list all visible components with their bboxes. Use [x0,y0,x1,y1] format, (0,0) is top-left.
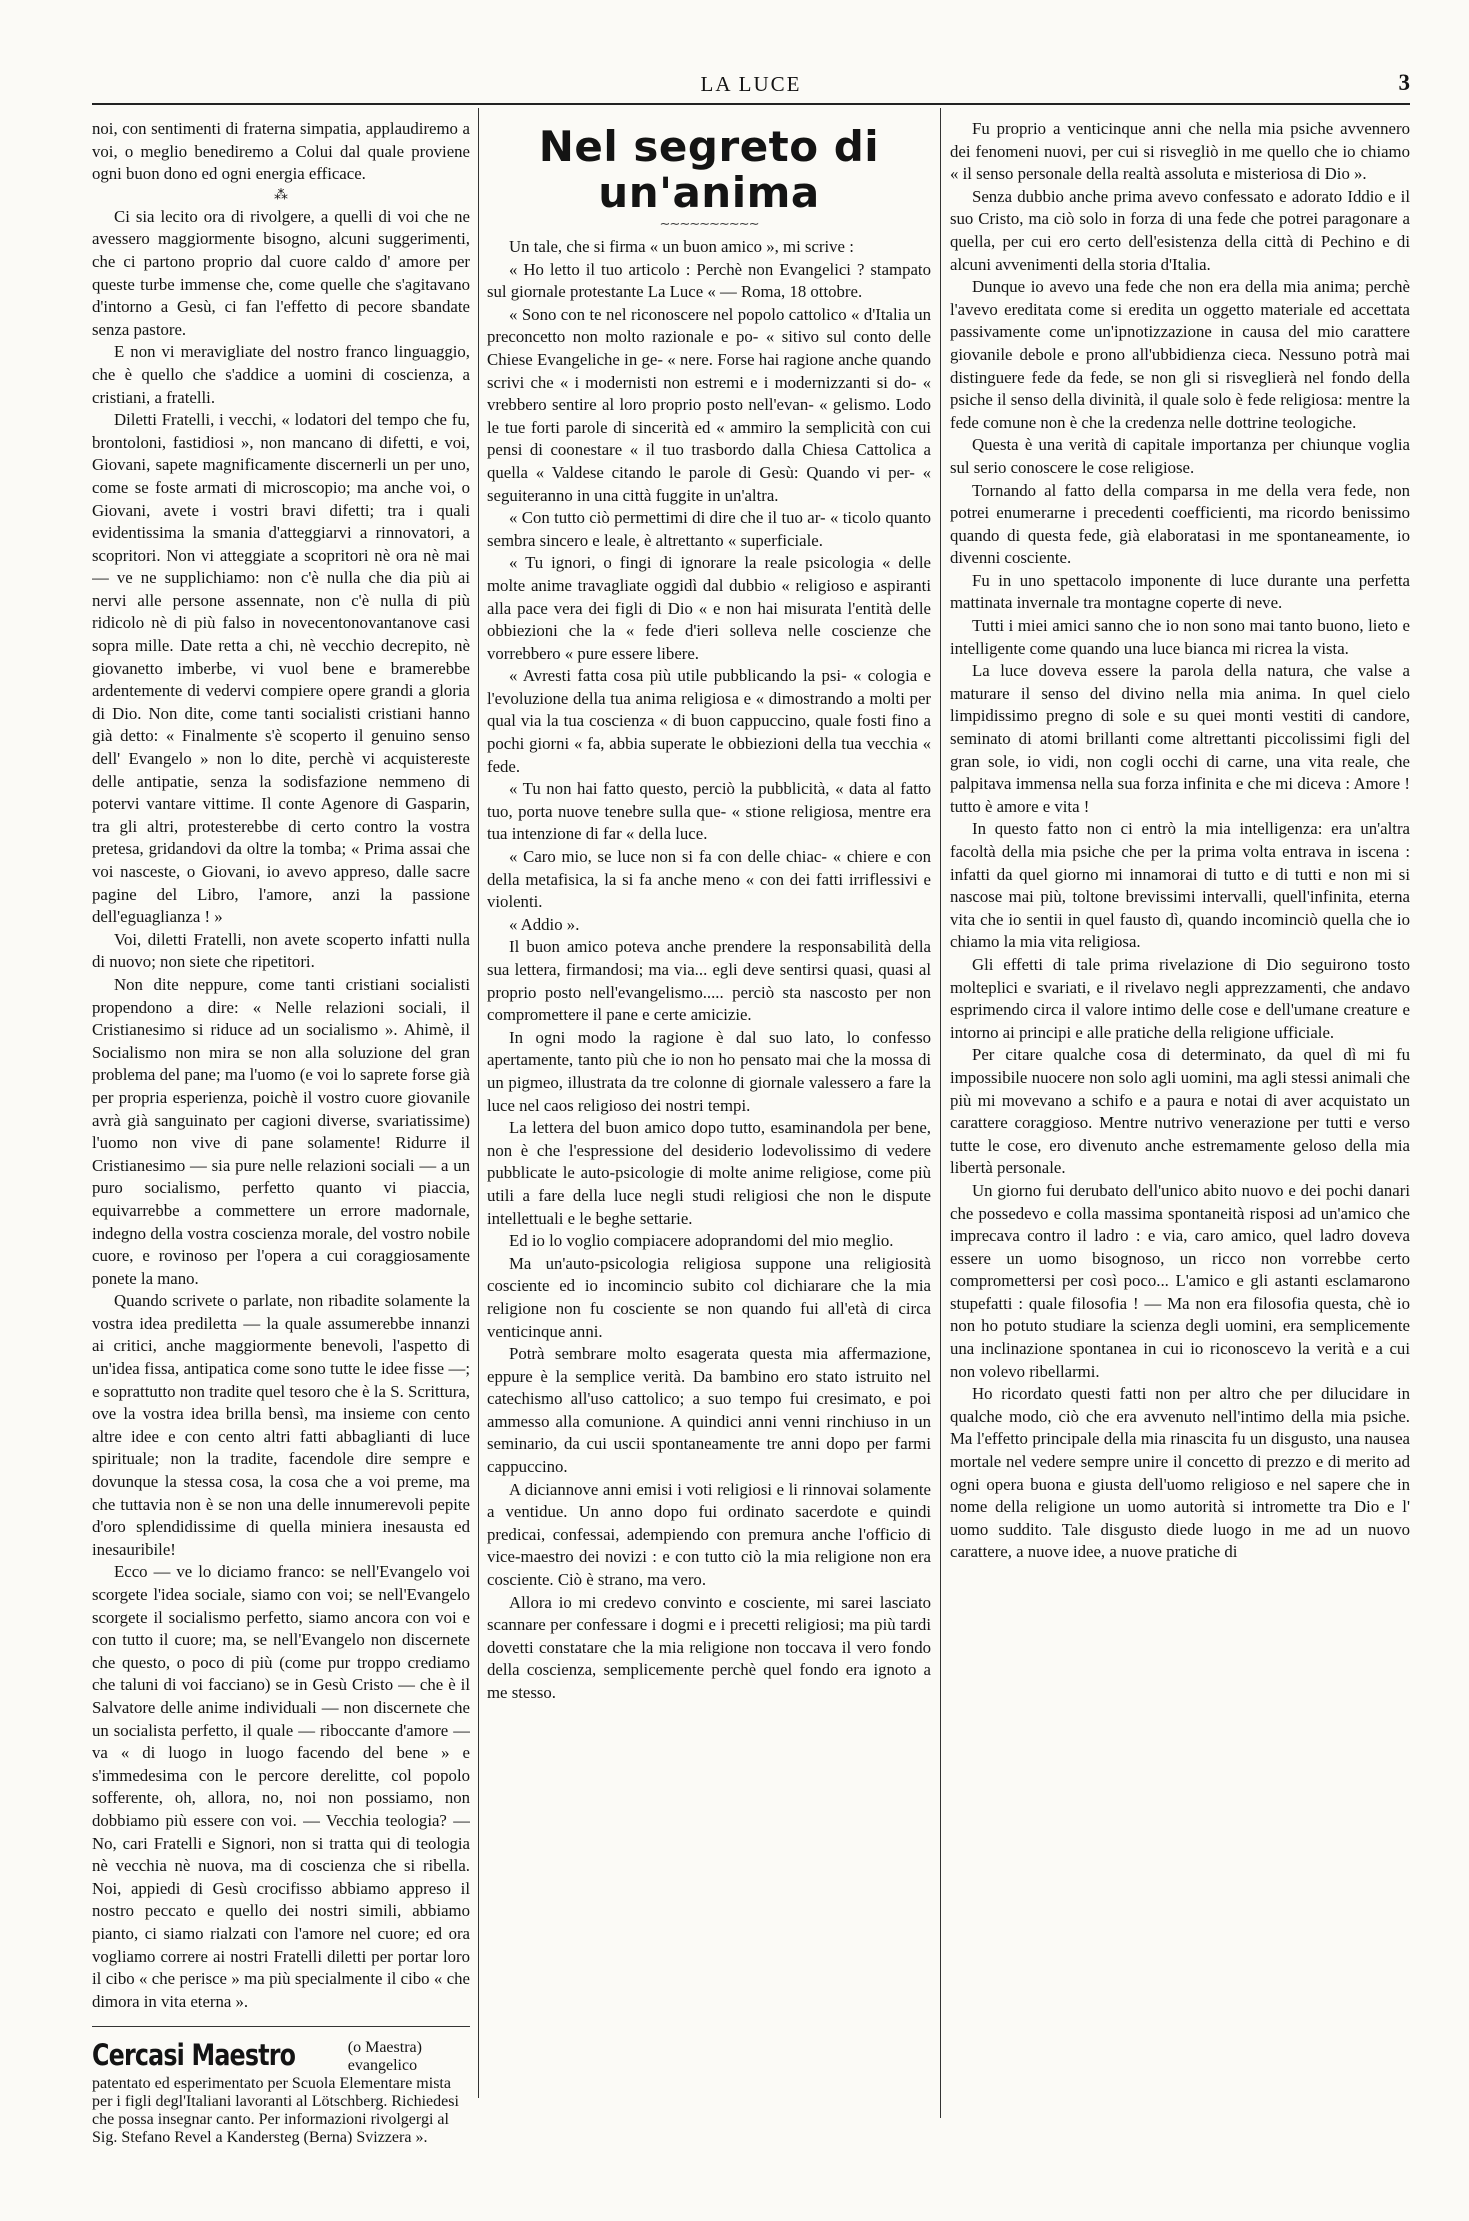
paragraph: Dunque io avevo una fede che non era della mia anima; perchè l'avevo ereditata come si eredita un oggetto materiale ed accettata passivamente come un'ipnotizzazione in causa del mio carattere giovanile debole e prono all'ubbidienza cieca. Nessuno potrà mai distinguere fede da fede, se non gli si risveglierà nel fondo della psiche il senso della divinità, il quale solo è fede religiosa: mentre la fede comune non è che la credenza nelle dottrine teologiche. [950,277,1410,432]
paragraph: Gli effetti di tale prima rivelazione di Dio seguirono tosto molteplici e svariati, e il rivelavo negli apprezzamenti, che andavo esprimendo circa il valore intimo delle cose e dell'umane creature e intorno ai principi e alle pratiche della religione ufficiale. [950,954,1410,1042]
paragraph: Questa è una verità di capitale importanza per chiunque voglia sul serio conoscere le cose religiose. [950,435,1410,477]
paragraph: E non vi meravigliate del nostro franco linguaggio, che è quello che s'addice a uomini di coscienza, a cristiani, a fratelli. [92,342,470,407]
ad-headline: Cercasi Maestro [92,2038,296,2072]
paragraph: « Con tutto ciò permettimi di dire che il tuo ar- « ticolo quanto sembra sincero e leale, è altrettanto « superficiale. [487,508,931,550]
paragraph: Ma un'auto-psicologia religiosa suppone una religiosità cosciente ed io incomincio subito col dichiarare che la mia religione non fu cosciente se non quando fui all'età di circa venticinque anni. [487,1253,931,1341]
paragraph: Un tale, che si firma « un buon amico », mi scrive : [509,237,854,256]
article-title: Nel segreto di un'anima [538,122,880,217]
section-asterism: ⁂ [274,187,288,203]
paragraph: Ed io lo voglio compiacere adoprandomi del mio meglio. [509,1231,894,1251]
page-header [92,72,1410,102]
header-rule [92,103,1410,105]
paragraph: Quando scrivete o parlate, non ribadite solamente la vostra idea prediletta — la quale assumerebbe innanzi ai critici, anche maggiormente benevoli, l'aspetto di un'idea fissa, antipatica come sono tutte le idee fisse —; e soprattutto non tradite quel tesoro che è la S. Scrittura, ove la vostra idea brilla bensì, ma insieme con cento altre idee e con cento altri fatti abbaglianti di luce spirituale; non la tradite, facendole dire sempre e dovunque la stessa cosa, la cosa che a voi preme, ma che tuttavia non è se non una delle innumerevoli pepite d'oro splendidissime di quella miniera inesausta ed inesauribile! [92,1291,470,1559]
classified-ad [92,2026,470,2147]
column-2 [487,118,931,2198]
paragraph: « Avresti fatta cosa più utile pubblicando la psi- « cologia e l'evoluzione della tua anima religiosa e « dimostrando a molti per qual via la tua coscienza « di buon cappuccino, quale fosti fino a pochi giorni « fa, abbia superate le obbiezioni della tua vecchia « fede. [487,666,931,776]
newspaper-title: LA LUCE [700,72,802,96]
paragraph: « Ho letto il tuo articolo : Perchè non Evangelici ? stampato sul giornale protestante La Luce « — Roma, 18 ottobre. [487,259,931,302]
page-number: 3 [1398,70,1410,95]
paragraph: noi, con sentimenti di fraterna simpatia, applaudiremo a voi, o meglio benediremo a Colui dal quale proviene ogni buon dono ed ogni energia efficace. [92,119,470,184]
paragraph: Fu proprio a venticinque anni che nella mia psiche avvennero dei fenomeni nuovi, per cui si risvegliò in me quello che io chiamo « il senso personale della realtà assoluta e misteriosa di Dio ». [950,119,1410,184]
paragraph: Per citare qualche cosa di determinato, da quel dì mi fu impossibile nuocere non solo agli uomini, ma agli stessi animali che più mi movevano a schifo e a paura e notai di aver acquistato un carattere coraggioso. Mentre nutrivo venerazione per tutti e verso tutte le cose, ero divenuto anche estremamente geloso della mia libertà personale. [950,1045,1410,1178]
paragraph: La lettera del buon amico dopo tutto, esaminandola per bene, non è che l'espressione del desiderio lodevolissimo di vedere pubblicate le auto-psicologie di molte anime religiose, come più utili a fare della luce negli studi religiosi che non le dispute intellettuali e le beghe settarie. [487,1118,931,1228]
paragraph: Fu in uno spettacolo imponente di luce durante una perfetta mattinata invernale tra montagne coperte di neve. [950,570,1410,613]
paragraph: Ecco — ve lo diciamo franco: se nell'Evangelo voi scorgete l'idea sociale, siamo con voi; se nell'Evangelo scorgete il socialismo perfetto, siamo ancora con voi e con tutto il cuore; ma, se nell'Evangelo non discernete che questo, o poco di più (come pur troppo crediamo che taluni di voi facciano) se in Gesù Cristo — che è il Salvatore delle anime individuali — non discernete che un socialista perfetto, il quale — riboccante d'amore — va « di luogo in luogo facendo del bene » e s'immedesima con le percore derelitte, col popolo sofferente, oh, allora, no, noi non possiamo, non dobbiamo più essere con voi. — Vecchia teologia? — No, cari Fratelli e Signori, non si tratta qui di teologia nè vecchia nè nuova, ma di coscienza che si ribella. Noi, appiedi di Gesù crocifisso abbiamo appreso il nostro peccato e quello dei nostri simili, abbiamo pianto, ci siamo rialzati con l'amore nel cuore; ed ora vogliamo correre ai nostri Fratelli diletti per portar loro il cibo « che perisce » ma più specialmente il cibo « che dimora in vita eterna ». [92,1562,470,2010]
paragraph: « Caro mio, se luce non si fa con delle chiac- « chiere e con della metafisica, la si fa anche meno « con dei fatti irriflessivi e violenti. [487,847,931,912]
paragraph: Voi, diletti Fratelli, non avete scoperto infatti nulla di nuovo; non siete che ripetitori. [92,929,470,972]
paragraph: « Addio ». [509,914,580,934]
paragraph: « Sono con te nel riconoscere nel popolo cattolico « d'Italia un preconcetto non molto razionale e po- « sitivo sul conto delle Chiese Evangeliche in ge- « nere. Forse hai ragione anche quando scrivi che « i modernisti non estremi e i modernizzanti si do- « vrebbero sentire al loro proprio posto nell'evan- « gelismo. Lodo le tue forti parole di sincerità ed « ammiro la semplicità con cui pensi di coonestare « il tuo trasbordo dalla Chiesa Cattolica a quella « Valdese citando le parole di Gesù: Quando vi per- « seguiteranno in una città fuggite in un'altra. [487,304,931,505]
paragraph: « Tu non hai fatto questo, perciò la pubblicità, « data al fatto tuo, porta nuove tenebre sulla que- « stione religiosa, mentre era tua intenzione di far « della luce. [487,779,931,844]
paragraph: Non dite neppure, come tanti cristiani socialisti propendono a dire: « Nelle relazioni sociali, il Cristianesimo si riduce ad un socialismo ». Ahimè, il Socialismo non mira se non alla soluzione del gran problema del pane; ma l'uomo (e voi lo saprete forse già per propria esperienza, poichè il vostro cuore giovanile avrà già sanguinato per cagioni diverse, svariatissime) l'uomo non vive di pane solamente! Ridurre il Cristianesimo — sia pure nelle relazioni sociali — a un puro socialismo, perfetto quanto vi piaccia, equivarrebbe a commettere un errore madornale, indegno della vostra coscienza morale, del vostro nobile cuore, e rovinoso per l'opera a cui coraggiosamente ponete la mano. [92,974,470,1288]
paragraph: Potrà sembrare molto esagerata questa mia affermazione, eppure è la semplice verità. Da bambino ero stato istruito nel catechismo all'uso cattolico; a suo tempo fui cresimato, e poi ammesso alla comunione. A quindici anni venni rinchiuso in un seminario, da cui uscii spontaneamente tre anni dopo per farmi cappuccino. [487,1344,931,1477]
paragraph: Ci sia lecito ora di rivolgere, a quelli di voi che ne avessero maggiormente bisogno, alcuni suggerimenti, che ci partono proprio dal cuore caldo d' amore per queste turbe immense che, come quelle che s'agitavano d'intorno a Gesù, ci fan l'effetto di pecore sbandate senza pastore. [92,206,470,339]
column-divider-2 [940,108,941,2118]
paragraph: Senza dubbio anche prima avevo confessato e adorato Iddio e il suo Cristo, ma ciò solo in forza di una fede che potrei paragonare a quella, per cui ero certo dell'esistenza della città di Pechino e di alcuni avvenimenti della storia d'Italia. [950,186,1410,274]
paragraph: « Tu ignori, o fingi di ignorare la reale psicologia « delle molte anime travagliate oggidì dal dubbio « religioso e aspiranti alla pace vera dei figli di Dio « e non hai misurata l'entità delle obbiezioni che la « fede d'ieri solleva nelle coscienze che vorrebbero « pure essere libere. [487,553,931,663]
paragraph: Un giorno fui derubato dell'unico abito nuovo e dei pochi danari che possedevo e colla massima spontaneità risposi ad un'amico che imprecava contro il ladro : e via, caro amico, quel ladro doveva essere un uomo bisognoso, un ricco non vorrebbe certo compromettersi per così poco... L'amico e gli astanti esclamarono stupefatti : quale filosofia ! — Ma non era filosofia questa, chè io non ho potuto studiare la scienza degli uomini, era semplicemente una inclinazione spontanea in cui io riconoscevo la verità e a cui non volevo ribellarmi. [950,1180,1410,1381]
paragraph: Diletti Fratelli, i vecchi, « lodatori del tempo che fu, brontoloni, fastidiosi », non mancano di difetti, e voi, Giovani, sapete magnificamente discernerli un per uno, come se foste armati di microscopio; ma anche voi, o Giovani, avete i vostri bravi difetti; tra i quali evidentissima la smania d'atteggiarvi a rinnovatori, a scopritori. Non vi atteggiate a scopritori nè ora nè mai — ve ne supplichiamo: non c'è nulla che dia più ai nervi alle persone assennate, non c'è nulla di più ridicolo nè di più falso in novecentonovantanove casi sopra mille. Date retta a chi, nè vecchio decrepito, nè giovanetto imberbe, vi vuol bene e bramerebbe ardentemente di vedervi compiere opere grandi a gloria di Dio. Non dite, come tanti socialisti cristiani hanno già detto: « Finalmente s'è scoperto il genuino senso dell' Evangelo » non lo dite, perchè vi acquistereste delle antipatie, senza la sodisfazione nemmeno di potervi vantare vittime. Il conte Agenore di Gasparin, tra gli altri, protesterebbe di certo contro la vostra pretesa, gridandovi da oltre la tomba; « Prima assai che voi nasceste, o Giovani, io avevo appreso, dalle sacre pagine del Libro, l'amore, anzi la passione dell'eguaglianza ! » [92,410,470,927]
paragraph: In questo fatto non ci entrò la mia intelligenza: era un'altra facoltà della mia psiche che per la prima volta entrava in iscena : infatti da quel giorno mi innamorai di tutto e di tutti e non mi si nascose mai più, toltone brevissimi intervalli, quell'infinita, eterna vita che io sentii in quel fausto dì, quando incominciò quella che io chiamo la mia vita religiosa. [950,819,1410,952]
paragraph: Allora io mi credevo convinto e cosciente, mi sarei lasciato scannare per confessare i dogmi e i precetti religiosi; ma più tardi dovetti constatare che la mia religione non toccava il vero fondo della coscienza, semplicemente perchè quel fondo era ignoto a me stesso. [487,1592,931,1702]
paragraph: La luce doveva essere la parola della natura, che valse a maturare il senso del divino nella mia anima. In quel cielo limpidissimo pregno di sole e su quei monti vestiti di candore, seminato di atomi brillanti come altrettanti piccolissimi figli del gran sole, io vidi, non cogli occhi di carne, una vita reale, che palpitava immensa nella sua forza infinita e che mi diceva : Amore ! tutto è amore e vita ! [950,661,1410,816]
column-1 [92,118,470,2010]
paragraph: Il buon amico poteva anche prendere la responsabilità della sua lettera, firmandosi; ma via... egli deve sentirsi quasi, quasi al proprio posto nell'evangelismo..... perciò sta nascosto per non compromettere il pane e certe amicizie. [487,937,931,1025]
paragraph: A diciannove anni emisi i voti religiosi e li rinnovai solamente a ventidue. Un anno dopo fui ordinato sacerdote e quindi predicai, confessai, adempiendo con premura anche l'officio di vice-maestro dei novizi : e con tutto ciò la mia religione non era cosciente. Ciò è strano, ma vero. [487,1479,931,1590]
paragraph: Tutti i miei amici sanno che io non sono mai tanto buono, lieto e intelligente come quando una luce bianca mi ricrea la vista. [950,616,1410,658]
ad-text: (o Maestra) evangelico patentato ed esperimentato per Scuola Elementare mista per i figli degl'Italiani lavoranti al Lötschberg. Richiedesi che possa insegnar canto. Per informazioni rivolgergi al Sig. Stefano Revel a Kandersteg (Berna) Svizzera ». [92,2039,459,2146]
paragraph: In ogni modo la ragione è dal suo lato, lo confesso apertamente, tanto più che io non ho pensato mai che la mossa di un pigmeo, illustrata da tre colonne di giornale valessero a fare la luce nel caos religioso dei nostri tempi. [487,1027,931,1115]
paragraph: Ho ricordato questi fatti non per altro che per dilucidare in qualche modo, ciò che era avvenuto nell'intimo della mia psiche. Ma l'effetto principale della mia rinascita fu un disgusto, una nausea mortale nel vedere sempre unire il concetto di prezzo e di merito ad ogni opera buona e giusta dell'uomo religioso e nel sapere che in nome della religione un uomo autorità si intromette tra Dio e l' uomo suddito. Tale disgusto diede luogo in me ad un nuovo carattere, a nuove idee, a nuove pratiche di [950,1384,1410,1562]
paragraph: Tornando al fatto della comparsa in me della vera fede, non potrei enumerarne i precedenti coefficienti, ma ricordo benissimo quando di questa fede, già elaboratasi in me spontaneamente, io divenni cosciente. [950,480,1410,568]
column-divider-1 [478,108,479,2098]
title-ornament: ∼∼∼∼∼∼∼∼∼∼ [659,216,759,231]
column-3 [950,118,1410,2198]
